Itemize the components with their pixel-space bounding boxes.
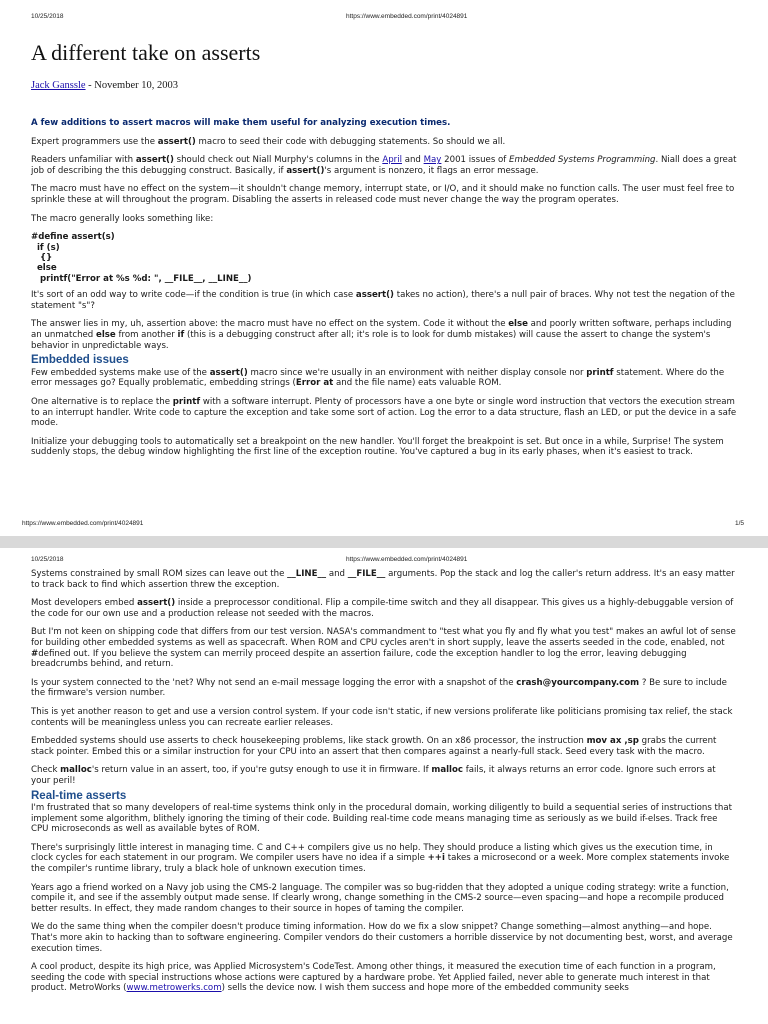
article-body-page-1 [31,118,737,466]
paragraph: Check malloc's return value in an assert, too, if you're gutsy enough to use it in firmware. If malloc fails, it always returns an error code. Ignore such errors at your peril! [31,765,716,786]
header-date: 10/25/2018 [31,556,64,563]
paragraph: Initialize your debugging tools to automatically set a breakpoint on the new handler. You'll forget the breakpoint is set. But once in a while, Surprise! The system suddenly stops, the debug window highlighting the first line of the exception routine. You've captured a bug in its early phases, when it's easiest to track. [31,436,724,458]
article-body-page-2 [31,569,737,1002]
paragraph: We do the same thing when the compiler doesn't produce timing information. How do we fix a slow snippet? Change something—almost anything—and hope. That's more akin to hacking than to software engineering. Compiler vendors do their customers a horrible disservice by not documenting best, worst, and average execution times. [31,922,733,954]
code-block: #define assert(s) if (s) {} else printf("Error at %s %d: ", __FILE__, __LINE__) [31,232,252,284]
may-link[interactable]: May [423,155,442,166]
page-separator [0,536,768,548]
footer-url: https://www.embedded.com/print/4024891 [22,520,144,527]
header-url: https://www.embedded.com/print/4024891 [346,556,468,563]
header-url: https://www.embedded.com/print/4024891 [346,13,468,20]
section-heading-real-time-asserts: Real-time asserts [31,789,127,802]
paragraph: The macro must have no effect on the system—it shouldn't change memory, interrupt state, or I/O, and it should make no function calls. The user must feel free to sprinkle these at will throughout the program. Disabling the asserts in released code must never change the way the program operates. [31,184,735,205]
paragraph: Readers unfamiliar with assert() should check out Niall Murphy's columns in the April and May 2001 issues of Embedded Systems Programming. Niall does a great job of describing the this debugging construct. Basically, if assert()'s argument is nonzero, it flags an error message. [31,155,737,176]
paragraph: Systems constrained by small ROM sizes can leave out the __LINE__ and __FILE__ arguments. Pop the stack and log the caller's return address. It's an easy matter to track back to find which assertion threw the exception. [31,569,735,590]
paragraph: The answer lies in my, uh, assertion above: the macro must have no effect on the system. Code it without the else and poorly written software, perhaps including an unmatched else from another if (this is a debugging construct after all; it's role is to look for dumb mistakes) will cause the assert to change the system's behavior in unpredictable ways. [31,319,732,351]
lead-paragraph: A few additions to assert macros will make them useful for analyzing execution times. [31,118,451,128]
section-heading-embedded-issues: Embedded issues [31,354,129,367]
header-date: 10/25/2018 [31,13,64,20]
footer-page-number: 1/5 [735,520,745,527]
publish-date: - November 10, 2003 [85,80,178,91]
paragraph: It's sort of an odd way to write code—if the condition is true (in which case assert() takes no action), there's a null pair of braces. Why not test the negation of the statement "s"? [31,290,735,311]
paragraph: This is yet another reason to get and use a version control system. If your code isn't static, if new versions proliferate like politicians promising tax relief, the stack contents will be meaningless unless you can recreate earlier releases. [31,706,733,728]
paragraph: A cool product, despite its high price, was Applied Microsystem's CodeTest. Among other things, it measured the execution time of each function in a program, seeding the code with special instructions whose actions were captured by a hardware probe. Yet Applied failed, never able to generate much interest in that product. MetroWorks (www.metrowerks.com) sells the device now. I wish them success and hope more of the embedded community seeks [31,962,716,994]
paragraph: There's surprisingly little interest in managing time. C and C++ compilers give us no help. They should produce a listing which gives us the execution time, in clock cycles for each statement in our program. We compiler users have no idea if a simple ++i takes a microsecond or a week. More complex statements invoke the compiler's runtime library, truly a black hole of unknown execution times. [31,842,730,875]
paragraph: One alternative is to replace the printf with a software interrupt. Plenty of processors have a one byte or single word instruction that vectors the execution stream to an interrupt handler. Write code to capture the exception and take some sort of action. Log the error to a data structure, flash an LED, or put the device in a safe mode. [31,396,737,429]
email-address: crash@yourcompany.com [516,677,640,688]
paragraph: Years ago a friend worked on a Navy job using the CMS-2 language. The compiler was so bug-ridden that they adopted a unique coding strategy: write a function, compile it, and see if the assembly output made sense. If clearly wrong, change something in the CMS-2 source—even spacing—and hope a recompile produced better results. In effect, they made random changes to their source in hopes of taming the compiler. [31,882,729,914]
april-link[interactable]: April [382,155,402,166]
byline [31,80,178,91]
paragraph: Expert programmers use the assert() macro to seed their code with debugging statements. So should we all. [31,136,506,147]
article-title: A different take on asserts [31,40,261,65]
author-link[interactable]: Jack Ganssle [31,80,86,91]
paragraph: The macro generally looks something like: [31,213,214,224]
paragraph: But I'm not keen on shipping code that differs from our test version. NASA's commandment to "test what you fly and fly what you test" makes an awful lot of sense for building other embedded systems as well as spacecraft. When ROM and CPU cycles aren't in short supply, leave the asserts seeded in the code, enabled, not #defined out. If you believe the system can merrily proceed despite an assertion failure, code the exception handler to log the error, leaving debugging breadcrumbs behind, and return. [31,627,736,670]
paragraph: Few embedded systems make use of the assert() macro since we're usually in an environment with neither display console nor printf statement. Where do the error messages go? Equally problematic, embedding strings (Error at and the file name) eats valuable ROM. [31,367,725,389]
document-page-2 [0,548,768,1024]
paragraph: Embedded systems should use asserts to check housekeeping problems, like stack growth. On an x86 processor, the instruction mov ax ,sp grabs the current stack pointer. Embed this or a similar instruction for your CPU into an assert that then compares against a nearly-full stack. Seed every task with the macro. [31,736,717,757]
paragraph: Most developers embed assert() inside a preprocessor conditional. Flip a compile-time switch and they all disappear. This gives us a highly-debuggable version of the code for our own use and a production release not seeded with the macros. [31,598,734,619]
paragraph: I'm frustrated that so many developers of real-time systems think only in the procedural domain, working diligently to build a sequential series of instructions that implement some algorithm, blithely ignoring the timing of their code. Building real-time code means managing time as seriously as we build if-elses. Track free CPU microseconds as well as available bytes of ROM. [31,803,732,835]
paragraph: Is your system connected to the 'net? Why not send an e-mail message logging the error with a snapshot of the crash@yourcompany.com ? Be sure to include the firmware's version number. [31,677,727,699]
metrowerks-link[interactable]: www.metrowerks.com [126,983,222,994]
